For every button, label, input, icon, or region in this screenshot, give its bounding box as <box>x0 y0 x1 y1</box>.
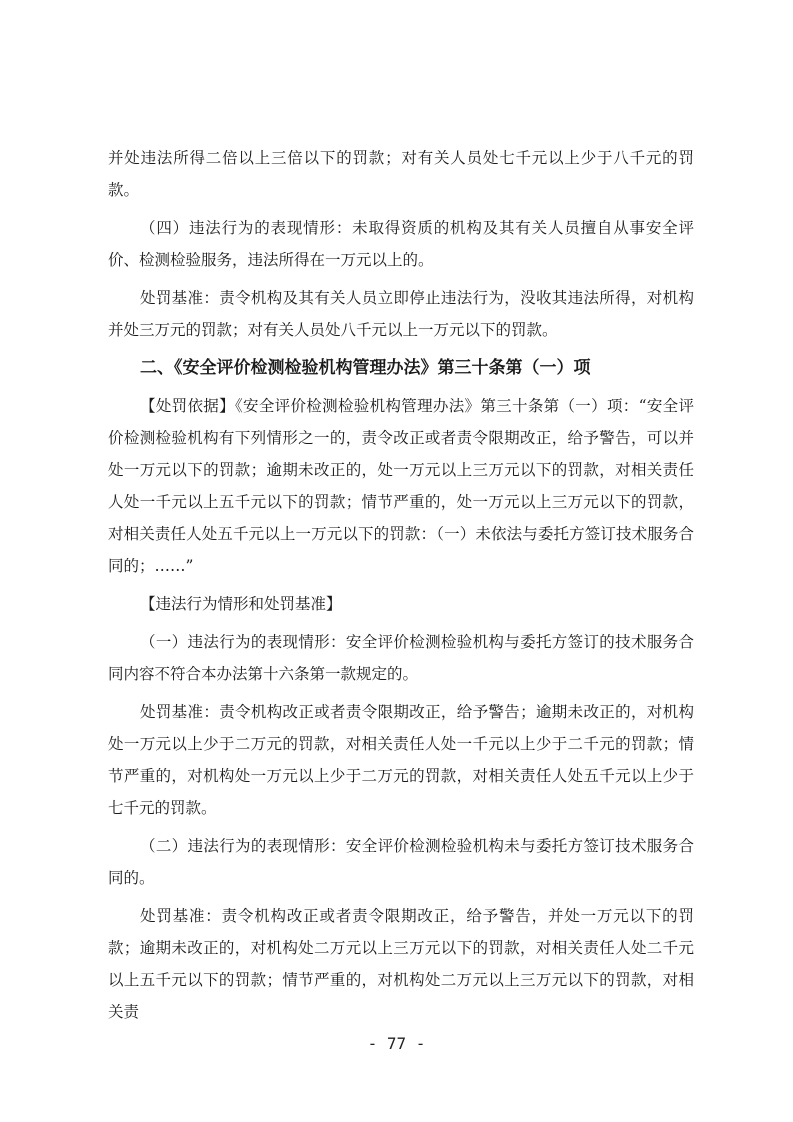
paragraph-penalty-1: 处罚基准：责令机构改正或者责令限期改正，给予警告；逾期未改正的，对机构处一万元以上少于二万元的罚款，对相关责任人处一千元以上少于二千元的罚款；情节严重的，对机构处一万元以上少于二万元的罚款，对相关责任人处五千元以上少于七千元的罚款。 <box>108 703 694 817</box>
document-body <box>108 142 694 1034</box>
paragraph-penalty-4: 处罚基准：责令机构及其有关人员立即停止违法行为，没收其违法所得，对机构并处三万元的罚款；对有关人员处八千元以上一万元以下的罚款。 <box>108 289 694 339</box>
paragraph-penalty-basis: 【处罚依据】《安全评价检测检验机构管理办法》第三十条第（一）项：“安全评价检测检验机构有下列情形之一的，责令改正或者责令限期改正，给予警告，可以并处一万元以下的罚款；逾期未改正的，处一万元以上三万元以下的罚款，对相关责任人处一千元以上五千元以下的罚款；情节严重的，处一万元以上三万元以下的罚款，对相关责任人处五千元以上一万元以下的罚款：（一）未依法与委托方签订技术服务合同的；……” <box>108 397 694 575</box>
paragraph-violation-2: （二）违法行为的表现情形：安全评价检测检验机构未与委托方签订技术服务合同的。 <box>108 837 694 887</box>
paragraph-subheading: 【违法行为情形和处罚基准】 <box>140 595 342 613</box>
paragraph-penalty-2: 处罚基准：责令机构改正或者责令限期改正，给予警告，并处一万元以下的罚款；逾期未改正的，对机构处二万元以上三万元以下的罚款，对相关责任人处二千元以上五千元以下的罚款；情节严重的，对机构处二万元以上三万元以下的罚款，对相关责 <box>108 907 694 1021</box>
paragraph-violation-4: （四）违法行为的表现情形：未取得资质的机构及其有关人员擅自从事安全评价、检测检验服务，违法所得在一万元以上的。 <box>108 219 694 269</box>
page-number: - 77 - <box>367 1034 426 1053</box>
section-heading: 二、《安全评价检测检验机构管理办法》第三十条第（一）项 <box>140 358 591 378</box>
paragraph-violation-1: （一）违法行为的表现情形：安全评价检测检验机构与委托方签订的技术服务合同内容不符合本办法第十六条第一款规定的。 <box>108 633 694 683</box>
paragraph-continuation: 并处违法所得二倍以上三倍以下的罚款；对有关人员处七千元以上少于八千元的罚款。 <box>108 149 694 199</box>
